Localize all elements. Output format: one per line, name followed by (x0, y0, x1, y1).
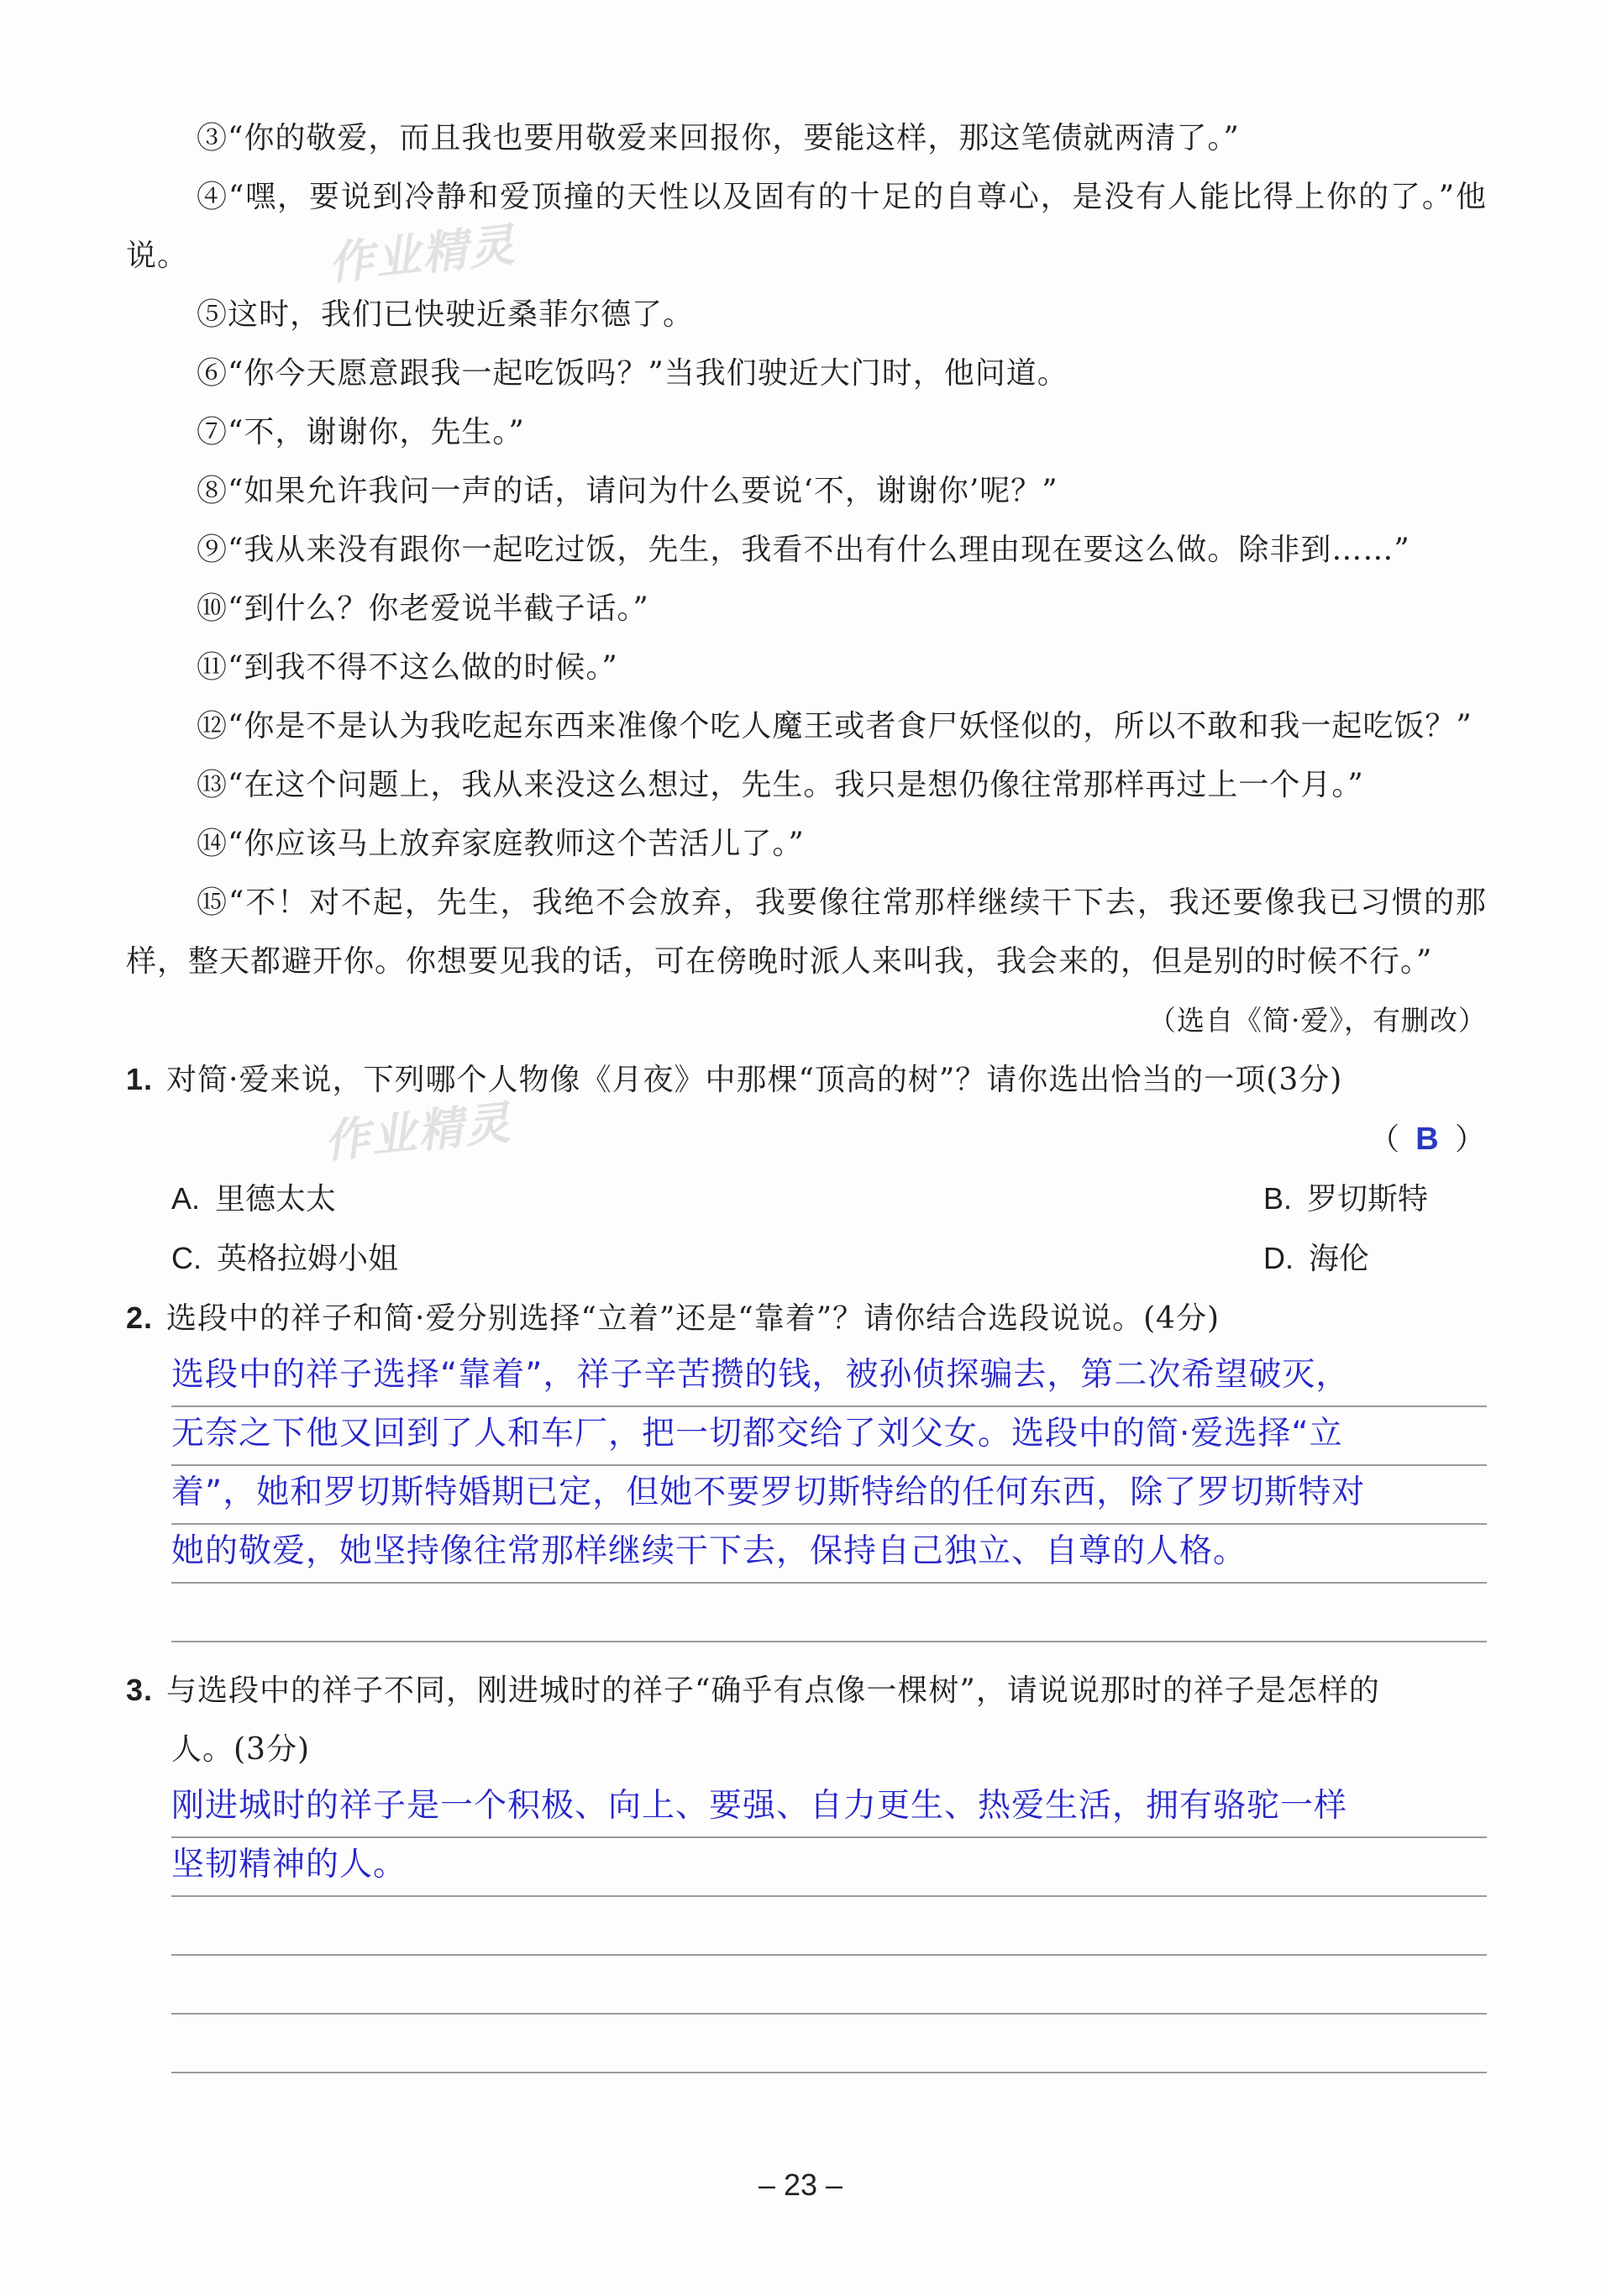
paren-close: ） (1454, 1122, 1487, 1157)
option-c (171, 1229, 1263, 1289)
passage-paragraph: ⑫“你是不是认为我吃起东西来准像个吃人魔王或者食尸妖怪似的，所以不敢和我一起吃饭？” (197, 709, 1472, 743)
passage-paragraph: ⑪“到我不得不这么做的时候。” (197, 650, 618, 685)
passage-paragraph: ⑦“不，谢谢你，先生。” (197, 415, 525, 449)
question-number: 3. (126, 1673, 154, 1707)
question-2 (126, 1289, 1487, 1642)
answer-line (171, 1897, 1487, 1956)
reading-passage (126, 109, 1487, 1050)
answer-bracket (126, 1110, 1487, 1169)
option-letter: C. (171, 1241, 202, 1275)
answer-line: 她的敬爱，她坚持像往常那样继续干下去，保持自己独立、自尊的人格。 (171, 1525, 1487, 1584)
question-3-prompt-cont (126, 1721, 1487, 1779)
option-text: 英格拉姆小姐 (217, 1242, 399, 1276)
answer-lines (171, 1348, 1487, 1642)
option-text: 里德太太 (215, 1182, 337, 1216)
passage-paragraph: ⑤这时，我们已快驶近桑菲尔德了。 (197, 297, 695, 332)
answer-line: 坚韧精神的人。 (171, 1838, 1487, 1897)
question-1-prompt (126, 1050, 1487, 1110)
option-b (1263, 1169, 1532, 1229)
question-3-prompt (126, 1661, 1487, 1721)
passage-paragraph: ⑮“不！对不起，先生，我绝不会放弃，我要像往常那样继续干下去，我还要像我已习惯的那样，整天都避开你。你想要见我的话，可在傍晚时派人来叫我，我会来的，但是别的时候不行。” (126, 885, 1487, 979)
option-a (171, 1169, 1263, 1229)
question-2-prompt (126, 1289, 1487, 1348)
answer-line (171, 1956, 1487, 2015)
question-3 (126, 1661, 1487, 2073)
options-list (171, 1169, 1487, 1289)
answer-line: 刚进城时的祥子是一个积极、向上、要强、自力更生、热爱生活，拥有骆驼一样 (171, 1779, 1487, 1838)
passage-source: （选自《简·爱》，有删改） (1148, 1004, 1487, 1037)
passage-paragraph: ④“嘿，要说到冷静和爱顶撞的天性以及固有的十足的自尊心，是没有人能比得上你的了。”他说。 (126, 180, 1487, 273)
question-1 (126, 1050, 1487, 1289)
paren-open: （ (1368, 1122, 1401, 1157)
question-text: 与选段中的祥子不同，刚进城时的祥子“确乎有点像一棵树”，请说说那时的祥子是怎样的 (166, 1673, 1380, 1708)
watermark: 作业精灵 (325, 218, 519, 291)
passage-paragraph: ⑩“到什么？你老爱说半截子话。” (197, 591, 649, 626)
question-number: 2. (126, 1300, 154, 1335)
option-d (1263, 1229, 1532, 1289)
main-content (126, 109, 1487, 2073)
passage-paragraph: ⑥“你今天愿意跟我一起吃饭吗？”当我们驶近大门时，他问道。 (197, 356, 1068, 391)
page-number: – 23 – (758, 2167, 843, 2202)
answer-lines (171, 1779, 1487, 2073)
answer-line: 着”，她和罗切斯特婚期已定，但她不要罗切斯特给的任何东西，除了罗切斯特对 (171, 1466, 1487, 1525)
passage-paragraph: ⑧“如果允许我问一声的话，请问为什么要说‘不，谢谢你’呢？” (197, 474, 1058, 508)
passage-paragraph: ⑭“你应该马上放弃家庭教师这个苦活儿了。” (197, 827, 805, 861)
answer-line: 无奈之下他又回到了人和车厂，把一切都交给了刘父女。选段中的简·爱选择“立 (171, 1407, 1487, 1466)
option-text: 海伦 (1309, 1242, 1370, 1276)
question-number: 1. (126, 1062, 154, 1096)
answer-line (171, 2015, 1487, 2073)
question-text: 选段中的祥子和简·爱分别选择“立着”还是“靠着”？请你结合选段说说。(4分) (166, 1301, 1220, 1336)
option-letter: D. (1263, 1241, 1294, 1275)
answer-line: 选段中的祥子选择“靠着”，祥子辛苦攒的钱，被孙侦探骗去，第二次希望破灭， (171, 1348, 1487, 1407)
passage-paragraph: ⑨“我从来没有跟你一起吃过饭，先生，我看不出有什么理由现在要这么做。除非到……” (197, 533, 1410, 567)
passage-paragraph: ⑬“在这个问题上，我从来没这么想过，先生。我只是想仍像往常那样再过上一个月。” (197, 768, 1364, 802)
answer-line (171, 1584, 1487, 1642)
option-text: 罗切斯特 (1307, 1182, 1429, 1216)
passage-paragraph: ③“你的敬爱，而且我也要用敬爱来回报你，要能这样，那这笔债就两清了。” (197, 121, 1240, 155)
option-letter: A. (171, 1181, 201, 1216)
question-text: 对简·爱来说，下列哪个人物像《月夜》中那棵“顶高的树”？请你选出恰当的一项(3分) (166, 1063, 1343, 1097)
option-letter: B. (1263, 1181, 1293, 1216)
question-text: 人。(3分) (171, 1732, 310, 1767)
answer-choice: B (1415, 1122, 1441, 1157)
watermark: 作业精灵 (321, 1095, 515, 1169)
